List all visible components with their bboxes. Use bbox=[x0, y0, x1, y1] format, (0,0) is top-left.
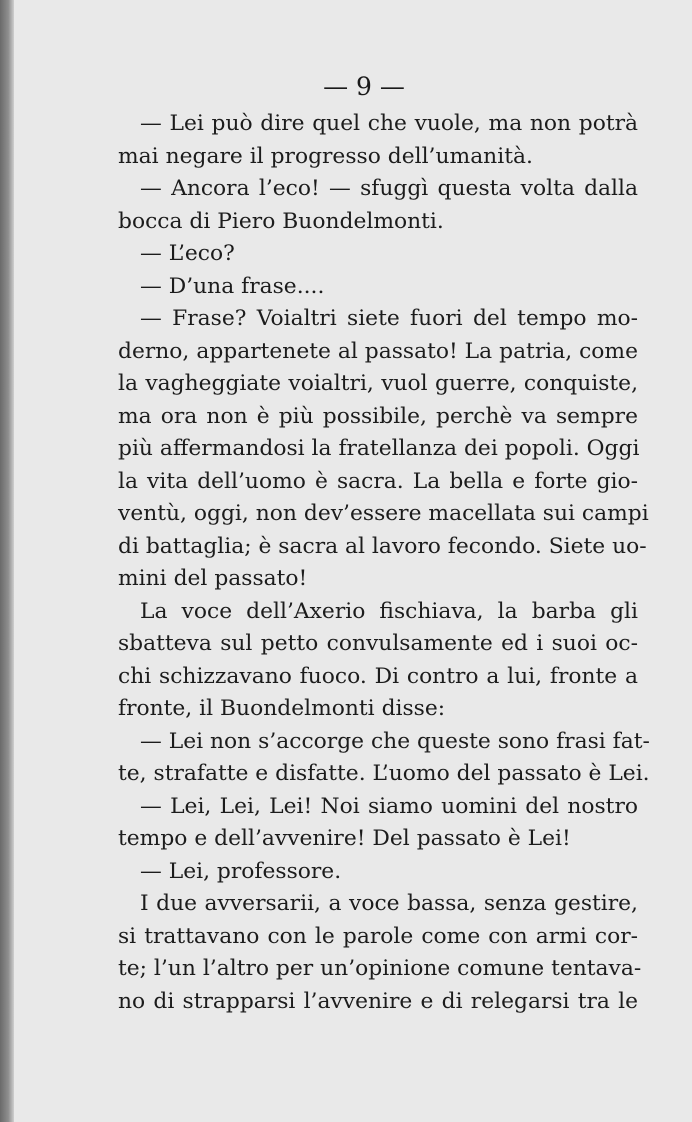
text-line: no di strapparsi l’avvenire e di relegarsi tra le bbox=[118, 988, 638, 1014]
text-line: la vita dell’uomo è sacra. La bella e forte gio- bbox=[118, 468, 638, 494]
text-line: mai negare il progresso dell’umanità. bbox=[118, 143, 533, 169]
text-line: — L’eco? bbox=[140, 241, 235, 266]
binding-edge bbox=[0, 0, 14, 1122]
text-line: derno, appartenete al passato! La patria, come bbox=[118, 338, 638, 364]
text-line: di battaglia; è sacra al lavoro fecondo. Siete uo- bbox=[118, 533, 647, 559]
text-line: bocca di Piero Buondelmonti. bbox=[118, 208, 444, 234]
text-line: sbatteva sul petto convulsamente ed i suoi oc- bbox=[118, 631, 638, 656]
text-line: — Lei, Lei, Lei! Noi siamo uomini del nostro bbox=[140, 793, 638, 819]
text-line: — Lei può dire quel che vuole, ma non potrà bbox=[140, 111, 638, 136]
text-line: — Lei non s’accorge che queste sono frasi fat- bbox=[140, 728, 650, 754]
text-line: mini del passato! bbox=[118, 566, 308, 591]
text-line: I due avversarii, a voce bassa, senza gestire, bbox=[140, 891, 638, 916]
text-line: La voce dell’Axerio fischiava, la barba gli bbox=[140, 598, 638, 624]
text-line: tempo e dell’avvenire! Del passato è Lei! bbox=[118, 826, 571, 851]
text-line: — D’una frase.... bbox=[140, 273, 325, 299]
text-line: fronte, il Buondelmonti disse: bbox=[118, 696, 446, 721]
text-line: — Ancora l’eco! — sfuggì questa volta dalla bbox=[140, 176, 638, 201]
text-line: te; l’un l’altro per un’opinione comune tentava- bbox=[118, 956, 642, 981]
text-line: — Lei, professore. bbox=[140, 858, 342, 884]
text-line: si trattavano con le parole come con armi cor- bbox=[118, 923, 638, 949]
text-line: ventù, oggi, non dev’essere macellata sui campi bbox=[118, 501, 649, 526]
text-line: chi schizzavano fuoco. Di contro a lui, fronte a bbox=[118, 663, 638, 689]
text-line: la vagheggiate voialtri, vuol guerre, conquiste, bbox=[118, 371, 638, 396]
text-line: ma ora non è più possibile, perchè va sempre bbox=[118, 403, 638, 429]
text-line: più affermandosi la fratellanza dei popoli. Oggi bbox=[118, 436, 640, 461]
text-line: te, strafatte e disfatte. L’uomo del passato è Lei. bbox=[118, 761, 650, 786]
text-line: — Frase? Voialtri siete fuori del tempo mo- bbox=[140, 306, 638, 331]
body-text bbox=[118, 108, 650, 1018]
page-number: — 9 — bbox=[323, 72, 405, 101]
